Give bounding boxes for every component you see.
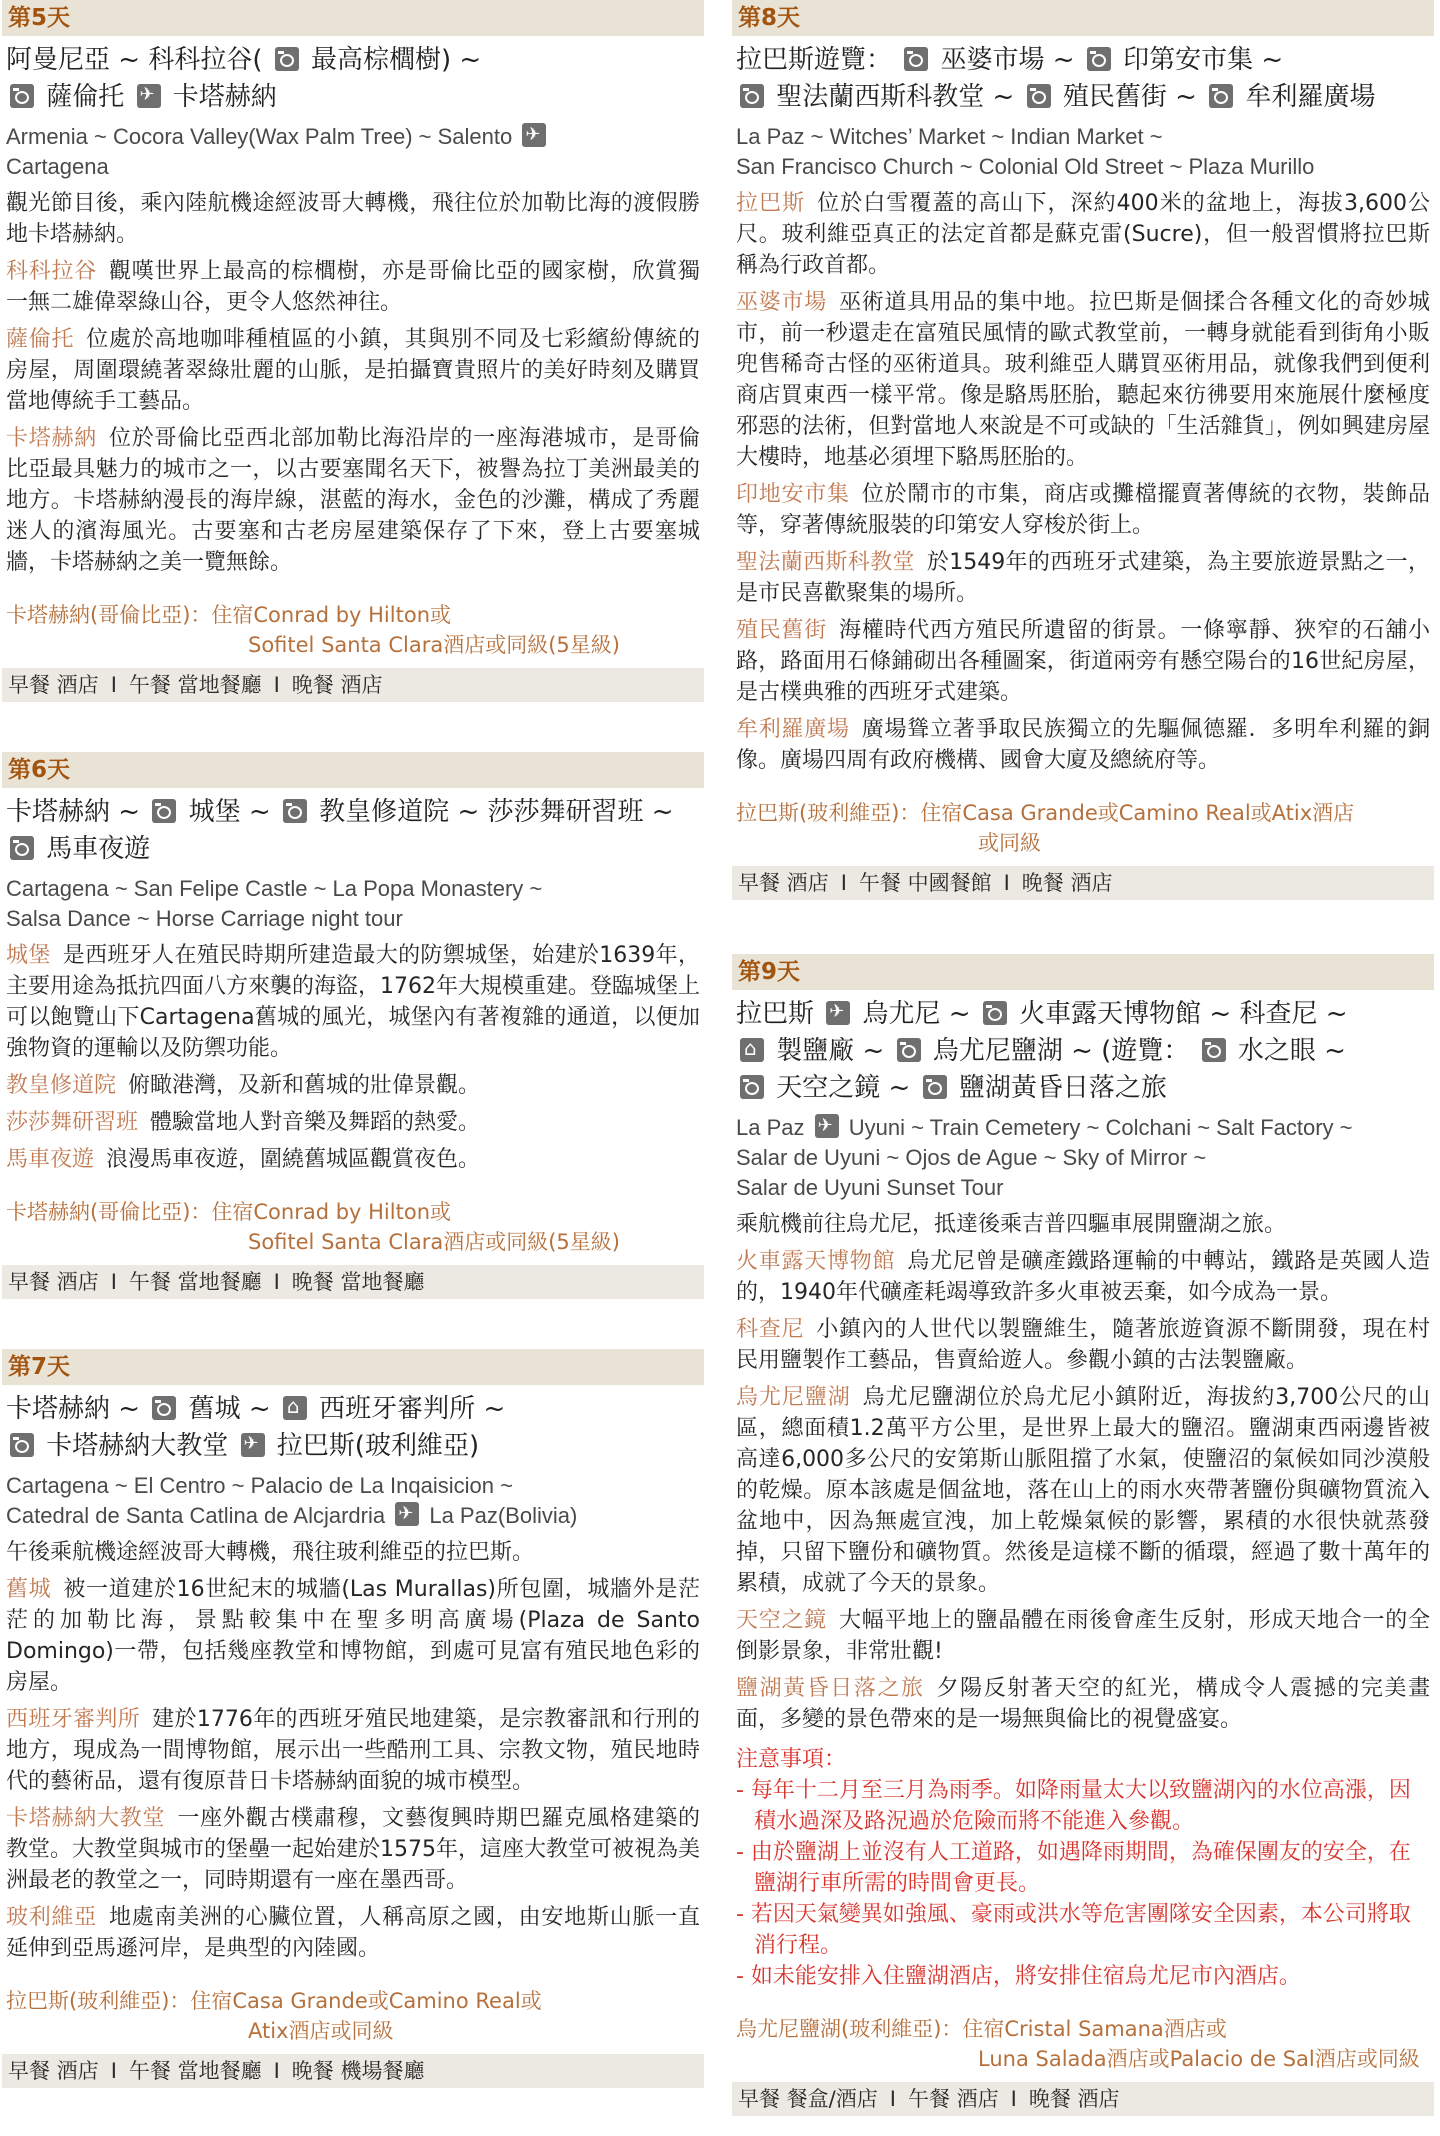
meal-item: 晚餐 當地餐廳 bbox=[291, 1270, 425, 1294]
route-text: 阿曼尼亞 ~ 科科拉谷( bbox=[6, 45, 271, 75]
plane-icon bbox=[522, 123, 546, 147]
route-text: 拉巴斯遊覽： bbox=[736, 45, 901, 75]
attraction-name: 牟利羅廣場 bbox=[736, 717, 850, 742]
meal-item: 晚餐 酒店 bbox=[291, 673, 383, 697]
meal-item: 午餐 當地餐廳 bbox=[128, 1270, 262, 1294]
meal-separator: I bbox=[273, 1270, 280, 1294]
route-text: 卡塔赫納大教堂 bbox=[38, 1431, 237, 1461]
description-paragraph bbox=[2, 1574, 704, 1698]
meal-separator: I bbox=[840, 871, 847, 895]
attraction-name: 聖法蘭西斯科教堂 bbox=[736, 550, 915, 575]
notes-list bbox=[736, 1775, 1430, 1992]
paragraph-text: 廣場聳立著爭取民族獨立的先驅佩德羅．多明牟利羅的銅像。廣場四周有政府機構、國會大廈及總統府等。 bbox=[736, 717, 1430, 773]
route-text: 烏尤尼 ~ bbox=[854, 999, 979, 1029]
paragraph-text: 是西班牙人在殖民時期所建造最大的防禦城堡，始建於1639年，主要用途為抵抗四面八方來襲的海盜，1762年大規模重建。登臨城堡上可以飽覽山下Cartagena舊城的風光，城堡內有著複雜的通道，以便加強物資的運輸以及防禦功能。 bbox=[6, 943, 700, 1061]
attraction-name: 西班牙審判所 bbox=[6, 1707, 141, 1732]
attraction-name: 教皇修道院 bbox=[6, 1073, 117, 1098]
route-english bbox=[2, 122, 704, 182]
route-text: 烏尤尼鹽湖 ~ (遊覽： bbox=[924, 1036, 1198, 1066]
day-section bbox=[2, 752, 704, 1299]
hotel-line-2: Sofitel Santa Clara酒店或同級(5星級) bbox=[248, 1230, 620, 1254]
attraction-name: 莎莎舞研習班 bbox=[6, 1110, 139, 1135]
route-english bbox=[732, 1113, 1434, 1203]
camera-icon bbox=[1209, 84, 1233, 108]
paragraph-text: 巫術道具用品的集中地。拉巴斯是個揉合各種文化的奇妙城市，前一秒還走在富殖民風情的歐式教堂前，一轉身就能看到街角小販兜售稀奇古怪的巫術道具。玻利維亞人購買巫術用品，就像我們到便利商店買東西一樣平常。像是駱馬胚胎，聽起來彷彿要用來施展什麼極度邪惡的法術，但對當地人來說是不可或缺的「生活雜貨」，例如興建房屋大樓時，地基必須埋下駱馬胚胎的。 bbox=[736, 290, 1430, 470]
left-column bbox=[2, 0, 704, 2088]
route-text: Salsa Dance ~ Horse Carriage night tour bbox=[6, 906, 403, 931]
camera-icon bbox=[983, 1001, 1007, 1025]
route-text: 鹽湖黃昏日落之旅 bbox=[950, 1073, 1167, 1103]
camera-icon bbox=[740, 84, 764, 108]
description-paragraph bbox=[2, 1902, 704, 1964]
route-english bbox=[2, 874, 704, 934]
description-paragraph bbox=[732, 1673, 1434, 1735]
plane-icon bbox=[826, 1001, 850, 1025]
route-text: Uyuni ~ Train Cemetery ~ Colchani ~ Salt Factory ~ bbox=[842, 1115, 1353, 1140]
camera-icon bbox=[1027, 84, 1051, 108]
description-paragraph bbox=[732, 1209, 1434, 1240]
paragraph-text: 烏尤尼鹽湖位於烏尤尼小鎮附近，海拔約3,700公尺的山區，總面積1.2萬平方公里，是世界上最大的鹽沼。鹽湖東西兩邊皆被高達6,000多公尺的安第斯山脈阻擋了水氣，使鹽沼的氣候如同沙漠般的乾燥。原本該處是個盆地，落在山上的雨水夾帶著鹽份與礦物質流入盆地中，因為無處宣洩，加上乾燥氣候的影響，累積的水很快就蒸發掉，只留下鹽份和礦物質。然後是這樣不斷的循環，經過了數十萬年的累積，成就了今天的景象。 bbox=[736, 1385, 1430, 1596]
description-paragraph bbox=[2, 423, 704, 578]
house-icon bbox=[283, 1396, 307, 1420]
paragraph-text: 烏尤尼曾是礦產鐵路運輸的中轉站，鐵路是英國人造的，1940年代礦產耗竭導致許多火車被丟棄，如今成為一景。 bbox=[736, 1249, 1430, 1305]
meal-item: 午餐 中國餐館 bbox=[858, 871, 992, 895]
meal-item: 早餐 餐盒/酒店 bbox=[738, 2087, 878, 2111]
description-paragraph bbox=[732, 547, 1434, 609]
right-column bbox=[732, 0, 1434, 2116]
description-paragraph bbox=[732, 714, 1434, 776]
hotel-line-1: 卡塔赫納(哥倫比亞)：住宿Conrad by Hilton或 bbox=[6, 603, 451, 627]
paragraph-text: 俯瞰港灣，及新和舊城的壯偉景觀。 bbox=[128, 1073, 481, 1098]
description-paragraph bbox=[2, 324, 704, 417]
hotel-info bbox=[732, 798, 1434, 858]
route-english bbox=[732, 122, 1434, 182]
route-text: 西班牙審判所 ~ bbox=[310, 1394, 506, 1424]
description-paragraph bbox=[2, 1070, 704, 1101]
description-paragraph bbox=[2, 1144, 704, 1175]
paragraph-text: 乘航機前往烏尤尼，抵達後乘吉普四驅車展開鹽湖之旅。 bbox=[736, 1212, 1287, 1237]
route-text: 聖法蘭西斯科教堂 ~ bbox=[768, 82, 1023, 112]
paragraph-text: 小鎮內的人世代以製鹽維生，隨著旅遊資源不斷開發，現在村民用鹽製作工藝品，售賣給遊人。參觀小鎮的古法製鹽廠。 bbox=[736, 1317, 1430, 1373]
route-text: 天空之鏡 ~ bbox=[768, 1073, 919, 1103]
camera-icon bbox=[10, 84, 34, 108]
route-text: Salar de Uyuni Sunset Tour bbox=[736, 1175, 1004, 1200]
route-text: 製鹽廠 ~ bbox=[768, 1036, 893, 1066]
attraction-name: 天空之鏡 bbox=[736, 1608, 828, 1633]
note-item: - 若因天氣變異如強風、豪雨或洪水等危害團隊安全因素，本公司將取消行程。 bbox=[736, 1902, 1411, 1958]
description-paragraph bbox=[2, 256, 704, 318]
route-text: Armenia ~ Cocora Valley(Wax Palm Tree) ~ Salento bbox=[6, 124, 519, 149]
meals-bar bbox=[2, 2054, 704, 2088]
camera-icon bbox=[923, 1075, 947, 1099]
description-paragraph bbox=[732, 479, 1434, 541]
route-text: La Paz bbox=[736, 1115, 811, 1140]
notes-section bbox=[732, 1745, 1434, 1992]
hotel-line-1: 卡塔赫納(哥倫比亞)：住宿Conrad by Hilton或 bbox=[6, 1200, 451, 1224]
paragraph-text: 一座外觀古樸肅穆，文藝復興時期巴羅克風格建築的教堂。大教堂與城市的堡壘一起始建於1575年，這座大教堂可被視為美洲最老的教堂之一，同時期還有一座在墨西哥。 bbox=[6, 1806, 700, 1893]
paragraph-text: 於1549年的西班牙式建築，為主要旅遊景點之一，是市民喜歡聚集的場所。 bbox=[736, 550, 1430, 606]
attraction-name: 烏尤尼鹽湖 bbox=[736, 1385, 851, 1410]
day-title: 第8天 bbox=[732, 0, 1434, 36]
meal-item: 午餐 酒店 bbox=[907, 2087, 999, 2111]
paragraph-text: 地處南美洲的心臟位置，人稱高原之國，由安地斯山脈一直延伸到亞馬遜河岸，是典型的內陸國。 bbox=[6, 1905, 700, 1961]
meal-separator: I bbox=[1010, 2087, 1017, 2111]
paragraph-text: 觀光節目後，乘內陸航機途經波哥大轉機，飛往位於加勒比海的渡假勝地卡塔赫納。 bbox=[6, 191, 700, 247]
camera-icon bbox=[152, 1396, 176, 1420]
attraction-name: 火車露天博物館 bbox=[736, 1249, 896, 1274]
meal-item: 午餐 當地餐廳 bbox=[128, 2059, 262, 2083]
meals-bar bbox=[2, 1265, 704, 1299]
route-text: Salar de Uyuni ~ Ojos de Ague ~ Sky of Mirror ~ bbox=[736, 1145, 1207, 1170]
route-text: 火車露天博物館 ~ 科查尼 ~ bbox=[1010, 999, 1348, 1029]
paragraph-text: 海權時代西方殖民所遺留的街景。一條寧靜、狹窄的石舖小路，路面用石條鋪砌出各種圖案，街道兩旁有懸空陽台的16世紀房屋，是古樸典雅的西班牙式建築。 bbox=[736, 618, 1430, 705]
camera-icon bbox=[10, 836, 34, 860]
day-section bbox=[732, 954, 1434, 2116]
day-title: 第9天 bbox=[732, 954, 1434, 990]
plane-icon bbox=[395, 1502, 419, 1526]
camera-icon bbox=[1202, 1038, 1226, 1062]
note-item: - 如未能安排入住鹽湖酒店，將安排住宿烏尤尼市內酒店。 bbox=[736, 1964, 1301, 1989]
camera-icon bbox=[897, 1038, 921, 1062]
plane-icon bbox=[815, 1114, 839, 1138]
route-text: San Francisco Church ~ Colonial Old Street ~ Plaza Murillo bbox=[736, 154, 1315, 179]
meal-item: 早餐 酒店 bbox=[8, 673, 99, 697]
route-text: Cartagena bbox=[6, 154, 109, 179]
attraction-name: 卡塔赫納大教堂 bbox=[6, 1806, 166, 1831]
attraction-name: 城堡 bbox=[6, 943, 51, 968]
paragraph-text: 位處於高地咖啡種植區的小鎮，其與別不同及七彩繽紛傳統的房屋，周圍環繞著翠綠壯麗的山脈，是拍攝寶貴照片的美好時刻及購買當地傳統手工藝品。 bbox=[6, 327, 700, 414]
meal-item: 早餐 酒店 bbox=[8, 1270, 99, 1294]
paragraph-text: 觀嘆世界上最高的棕櫚樹，亦是哥倫比亞的國家樹，欣賞獨一無二雄偉翠綠山谷，更令人悠然神往。 bbox=[6, 259, 700, 315]
route-text: 印第安市集 ~ bbox=[1114, 45, 1284, 75]
paragraph-text: 建於1776年的西班牙殖民地建築，是宗教審訊和行刑的地方，現成為一間博物館，展示出一些酷刑工具、宗教文物，殖民地時代的藝術品，還有復原昔日卡塔赫納面貌的城市模型。 bbox=[6, 1707, 700, 1794]
route-text: La Paz ~ Witches’ Market ~ Indian Market ~ bbox=[736, 124, 1163, 149]
meal-separator: I bbox=[110, 2059, 117, 2083]
route-chinese bbox=[2, 794, 704, 868]
day-section bbox=[732, 0, 1434, 900]
paragraph-text: 位於哥倫比亞西北部加勒比海沿岸的一座海港城市，是哥倫比亞最具魅力的城市之一，以古要塞聞名天下，被譽為拉丁美洲最美的地方。卡塔赫納漫長的海岸線，湛藍的海水，金色的沙灘，構成了秀麗迷人的濱海風光。古要塞和古老房屋建築保存了下來，登上古要塞城牆，卡塔赫納之美一覽無餘。 bbox=[6, 426, 700, 575]
description-paragraph bbox=[732, 188, 1434, 281]
hotel-line-1: 拉巴斯(玻利維亞)：住宿Casa Grande或Camino Real或Atix酒店 bbox=[736, 801, 1355, 825]
route-text: 水之眼 ~ bbox=[1229, 1036, 1346, 1066]
description-paragraph bbox=[2, 1704, 704, 1797]
route-text: 拉巴斯 bbox=[736, 999, 823, 1029]
route-text: 卡塔赫納 ~ bbox=[6, 1394, 149, 1424]
meal-item: 早餐 酒店 bbox=[8, 2059, 99, 2083]
paragraph-text: 位於白雪覆蓋的高山下，深約400米的盆地上，海拔3,600公尺。玻利維亞真正的法定首都是蘇克雷(Sucre)，但一般習慣將拉巴斯稱為行政首都。 bbox=[736, 191, 1430, 278]
camera-icon bbox=[740, 1075, 764, 1099]
paragraph-text: 被一道建於16世紀末的城牆(Las Murallas)所包圍，城牆外是茫茫的加勒比海，景點較集中在聖多明高廣場(Plaza de Santo Domingo)一帶，包括幾座教堂和博物館，到處可見富有殖民地色彩的房屋。 bbox=[6, 1577, 700, 1695]
paragraph-text: 浪漫馬車夜遊，圍繞舊城區觀賞夜色。 bbox=[106, 1147, 481, 1172]
camera-icon bbox=[10, 1433, 34, 1457]
hotel-line-2: Luna Salada酒店或Palacio de Sal酒店或同級 bbox=[978, 2047, 1420, 2071]
description-paragraph bbox=[732, 1314, 1434, 1376]
hotel-info bbox=[2, 1197, 704, 1257]
description-paragraph bbox=[2, 1537, 704, 1568]
meal-item: 晚餐 酒店 bbox=[1028, 2087, 1120, 2111]
description-paragraph bbox=[732, 1605, 1434, 1667]
hotel-info bbox=[2, 1986, 704, 2046]
route-chinese bbox=[732, 996, 1434, 1107]
camera-icon bbox=[283, 799, 307, 823]
description-paragraph bbox=[732, 1382, 1434, 1599]
meal-separator: I bbox=[110, 1270, 117, 1294]
paragraph-text: 位於鬧市的市集，商店或攤檔擺賣著傳統的衣物，裝飾品等，穿著傳統服裝的印第安人穿梭於街上。 bbox=[736, 482, 1430, 538]
notes-title: 注意事項： bbox=[736, 1747, 847, 1772]
description-paragraph bbox=[732, 287, 1434, 473]
day-section bbox=[2, 0, 704, 702]
attraction-name: 鹽湖黃昏日落之旅 bbox=[736, 1676, 925, 1701]
route-text: 教皇修道院 ~ 莎莎舞研習班 ~ bbox=[310, 797, 674, 827]
meal-separator: I bbox=[110, 673, 117, 697]
paragraph-text: 大幅平地上的鹽晶體在雨後會產生反射，形成天地合一的全倒影景象，非常壯觀! bbox=[736, 1608, 1430, 1664]
hotel-info bbox=[732, 2014, 1434, 2074]
route-text: 薩倫托 bbox=[38, 82, 133, 112]
description-paragraph bbox=[2, 188, 704, 250]
route-text: La Paz(Bolivia) bbox=[423, 1503, 578, 1528]
attraction-name: 馬車夜遊 bbox=[6, 1147, 95, 1172]
hotel-line-2: 或同級 bbox=[978, 831, 1041, 855]
day-title: 第6天 bbox=[2, 752, 704, 788]
attraction-name: 科科拉谷 bbox=[6, 259, 98, 284]
route-text: 巫婆市場 ~ bbox=[932, 45, 1083, 75]
route-text: 馬車夜遊 bbox=[38, 834, 151, 864]
meal-separator: I bbox=[273, 2059, 280, 2083]
route-text: 卡塔赫納 bbox=[164, 82, 277, 112]
route-text: Cartagena ~ El Centro ~ Palacio de La Inqaisicion ~ bbox=[6, 1473, 513, 1498]
hotel-line-2: Sofitel Santa Clara酒店或同級(5星級) bbox=[248, 633, 620, 657]
meal-item: 晚餐 機場餐廳 bbox=[291, 2059, 425, 2083]
meal-item: 早餐 酒店 bbox=[738, 871, 829, 895]
route-text: Cartagena ~ San Felipe Castle ~ La Popa Monastery ~ bbox=[6, 876, 543, 901]
attraction-name: 薩倫托 bbox=[6, 327, 75, 352]
meal-separator: I bbox=[889, 2087, 896, 2111]
note-item: - 每年十二月至三月為雨季。如降雨量太大以致鹽湖內的水位高漲，因積水過深及路況過於危險而將不能進入參觀。 bbox=[736, 1778, 1411, 1834]
day-title: 第7天 bbox=[2, 1349, 704, 1385]
route-text: 最高棕櫚樹) ~ bbox=[302, 45, 482, 75]
route-text: 拉巴斯(玻利維亞) bbox=[268, 1431, 480, 1461]
camera-icon bbox=[904, 47, 928, 71]
day-section bbox=[2, 1349, 704, 2088]
day-title: 第5天 bbox=[2, 0, 704, 36]
attraction-name: 印地安市集 bbox=[736, 482, 850, 507]
paragraph-text: 夕陽反射著天空的紅光，構成令人震撼的完美畫面，多變的景色帶來的是一場無與倫比的視覺盛宴。 bbox=[736, 1676, 1430, 1732]
route-text: 卡塔赫納 ~ bbox=[6, 797, 149, 827]
route-text: 殖民舊街 ~ bbox=[1054, 82, 1206, 112]
attraction-name: 卡塔赫納 bbox=[6, 426, 98, 451]
meal-separator: I bbox=[1003, 871, 1010, 895]
attraction-name: 殖民舊街 bbox=[736, 618, 828, 643]
paragraph-text: 體驗當地人對音樂及舞蹈的熱愛。 bbox=[150, 1110, 481, 1135]
description-paragraph bbox=[732, 615, 1434, 708]
meals-bar bbox=[732, 2082, 1434, 2116]
route-text: Catedral de Santa Catlina de Alcjardria bbox=[6, 1503, 392, 1528]
attraction-name: 拉巴斯 bbox=[736, 191, 806, 216]
plane-icon bbox=[241, 1433, 265, 1457]
route-english bbox=[2, 1471, 704, 1531]
description-paragraph bbox=[2, 1803, 704, 1896]
route-text: 舊城 ~ bbox=[180, 1394, 279, 1424]
route-chinese bbox=[2, 1391, 704, 1465]
paragraph-text: 午後乘航機途經波哥大轉機，飛往玻利維亞的拉巴斯。 bbox=[6, 1540, 535, 1565]
attraction-name: 玻利維亞 bbox=[6, 1905, 98, 1930]
hotel-info bbox=[2, 600, 704, 660]
route-text: 城堡 ~ bbox=[180, 797, 279, 827]
attraction-name: 巫婆市場 bbox=[736, 290, 828, 315]
camera-icon bbox=[152, 799, 176, 823]
description-paragraph bbox=[2, 940, 704, 1064]
camera-icon bbox=[1087, 47, 1111, 71]
hotel-line-2: Atix酒店或同級 bbox=[248, 2019, 394, 2043]
house-icon bbox=[740, 1038, 764, 1062]
attraction-name: 舊城 bbox=[6, 1577, 52, 1602]
meals-bar bbox=[2, 668, 704, 702]
meal-item: 晚餐 酒店 bbox=[1021, 871, 1113, 895]
route-text: 牟利羅廣場 bbox=[1237, 82, 1376, 112]
route-chinese bbox=[732, 42, 1434, 116]
note-item: - 由於鹽湖上並沒有人工道路，如遇降雨期間，為確保團友的安全，在鹽湖行車所需的時間會更長。 bbox=[736, 1840, 1411, 1896]
camera-icon bbox=[275, 47, 299, 71]
description-paragraph bbox=[732, 1246, 1434, 1308]
hotel-line-1: 拉巴斯(玻利維亞)：住宿Casa Grande或Camino Real或 bbox=[6, 1989, 542, 2013]
meal-item: 午餐 當地餐廳 bbox=[128, 673, 262, 697]
hotel-line-1: 烏尤尼鹽湖(玻利維亞)：住宿Cristal Samana酒店或 bbox=[736, 2017, 1227, 2041]
description-paragraph bbox=[2, 1107, 704, 1138]
attraction-name: 科查尼 bbox=[736, 1317, 805, 1342]
meal-separator: I bbox=[273, 673, 280, 697]
route-chinese bbox=[2, 42, 704, 116]
meals-bar bbox=[732, 866, 1434, 900]
plane-icon bbox=[137, 84, 161, 108]
